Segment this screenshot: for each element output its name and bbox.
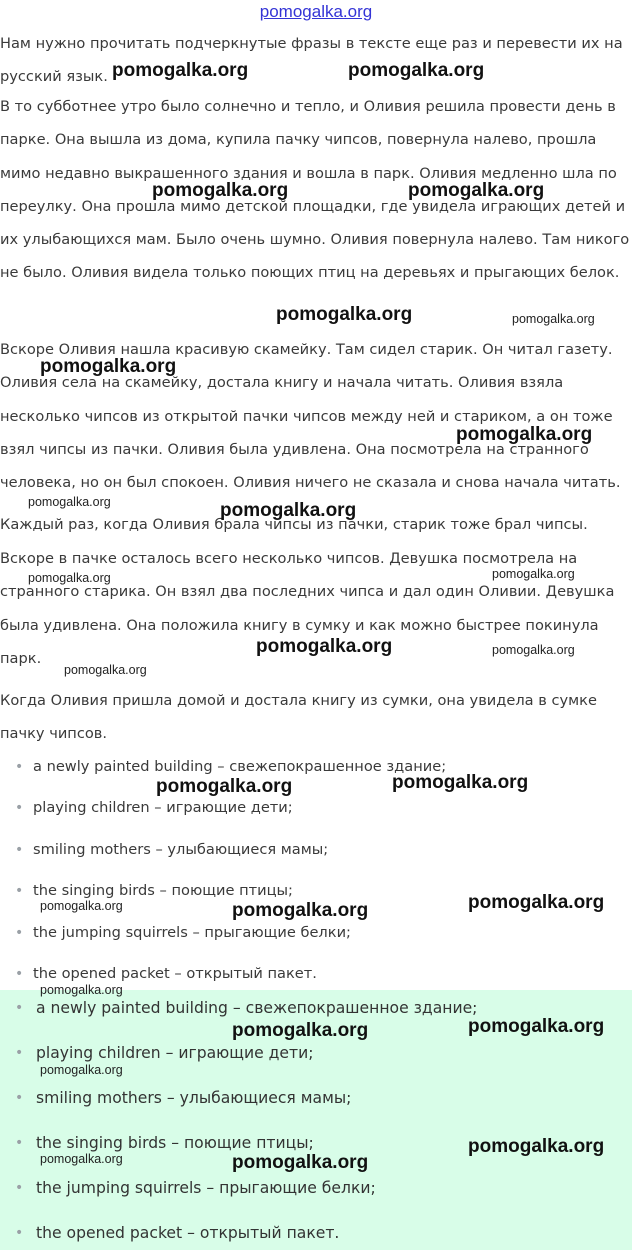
- bullet-icon: •: [15, 759, 24, 775]
- watermark: pomogalka.org: [468, 892, 605, 913]
- bullet-icon: •: [15, 1045, 24, 1061]
- watermark: pomogalka.org: [28, 495, 111, 509]
- watermark: pomogalka.org: [256, 636, 393, 657]
- watermark: pomogalka.org: [112, 60, 249, 81]
- bullet-icon: •: [15, 1135, 24, 1151]
- bullet-icon: •: [15, 1225, 24, 1241]
- answer-box: • a newly painted building – свежепокрашенное здание; • playing children – играющие дети; • smiling mothers – улыбающиеся мамы; • the singing birds – поющие птицы; • the jumping squirrels – прыгающие белки; • the opened packet – открытый пакет.: [0, 990, 632, 1250]
- bullet-icon: •: [15, 966, 24, 982]
- watermark: pomogalka.org: [28, 571, 111, 585]
- watermark: pomogalka.org: [392, 772, 529, 793]
- site-header-link[interactable]: pomogalka.org: [259, 2, 373, 21]
- watermark: pomogalka.org: [512, 312, 595, 326]
- story-paragraph-2: Вскоре Оливия нашла красивую скамейку. Там сидел старик. Он читал газету. Оливия села на скамейку, достала книгу и начала читать. Оливия взяла несколько чипсов из открытой пачки чипсов между ней и стариком, а он тоже взял чипсы из пачки. Оливия была удивлена. Она посмотрела на странного человека, но он был спокоен. Оливия ничего не сказала и снова начала читать.: [0, 341, 621, 492]
- watermark: pomogalka.org: [492, 567, 575, 581]
- watermark: pomogalka.org: [408, 180, 545, 201]
- story-paragraph-5: Когда Оливия пришла домой и достала книгу из сумки, она увидела в сумке пачку чипсов.: [0, 692, 597, 743]
- intro-paragraph: Нам нужно прочитать подчеркнутые фразы в тексте еще раз и перевести их на русский язык.: [0, 35, 623, 86]
- watermark: pomogalka.org: [64, 663, 147, 677]
- watermark: pomogalka.org: [468, 1016, 605, 1037]
- watermark: pomogalka.org: [456, 424, 593, 445]
- bullet-icon: •: [15, 1000, 24, 1016]
- watermark: pomogalka.org: [348, 60, 485, 81]
- story-paragraph-4: Вскоре в пачке осталось всего несколько чипсов. Девушка посмотрела на странного старика. Он взял два последних чипса и дал один Оливии. Девушка была удивлена. Она положила книгу в сумку и как можно быстрее покинула парк.: [0, 550, 615, 667]
- watermark: pomogalka.org: [232, 900, 369, 921]
- bullet-icon: •: [15, 883, 24, 899]
- bullet-icon: •: [15, 1090, 24, 1106]
- bullet-icon: •: [15, 842, 24, 858]
- bullet-icon: •: [15, 1180, 24, 1196]
- watermark: pomogalka.org: [156, 776, 293, 797]
- story-paragraph-3: Каждый раз, когда Оливия брала чипсы из пачки, старик тоже брал чипсы.: [0, 516, 588, 533]
- watermark: pomogalka.org: [40, 899, 123, 913]
- watermark: pomogalka.org: [220, 500, 357, 521]
- story-paragraph-1: В то субботнее утро было солнечно и тепло, и Оливия решила провести день в парке. Она вышла из дома, купила пачку чипсов, повернула налево, прошла мимо недавно выкрашенного здания и вошла в парк. Оливия медленно шла по переулку. Она прошла мимо детской площадки, где увидела играющих детей и их улыбающихся мам. Было очень шумно. Оливия повернула налево. Там никого не было. Оливия видела только поющих птиц на деревьях и прыгающих белок.: [0, 98, 630, 282]
- watermark: pomogalka.org: [276, 304, 413, 325]
- watermark: pomogalka.org: [40, 1152, 123, 1166]
- watermark: pomogalka.org: [40, 983, 123, 997]
- bullet-icon: •: [15, 925, 24, 941]
- watermark: pomogalka.org: [152, 180, 289, 201]
- watermark: pomogalka.org: [492, 643, 575, 657]
- watermark: pomogalka.org: [468, 1136, 605, 1157]
- watermark: pomogalka.org: [40, 356, 177, 377]
- watermark: pomogalka.org: [40, 1063, 123, 1077]
- watermark: pomogalka.org: [232, 1020, 369, 1041]
- watermark: pomogalka.org: [232, 1152, 369, 1173]
- bullet-icon: •: [15, 800, 24, 816]
